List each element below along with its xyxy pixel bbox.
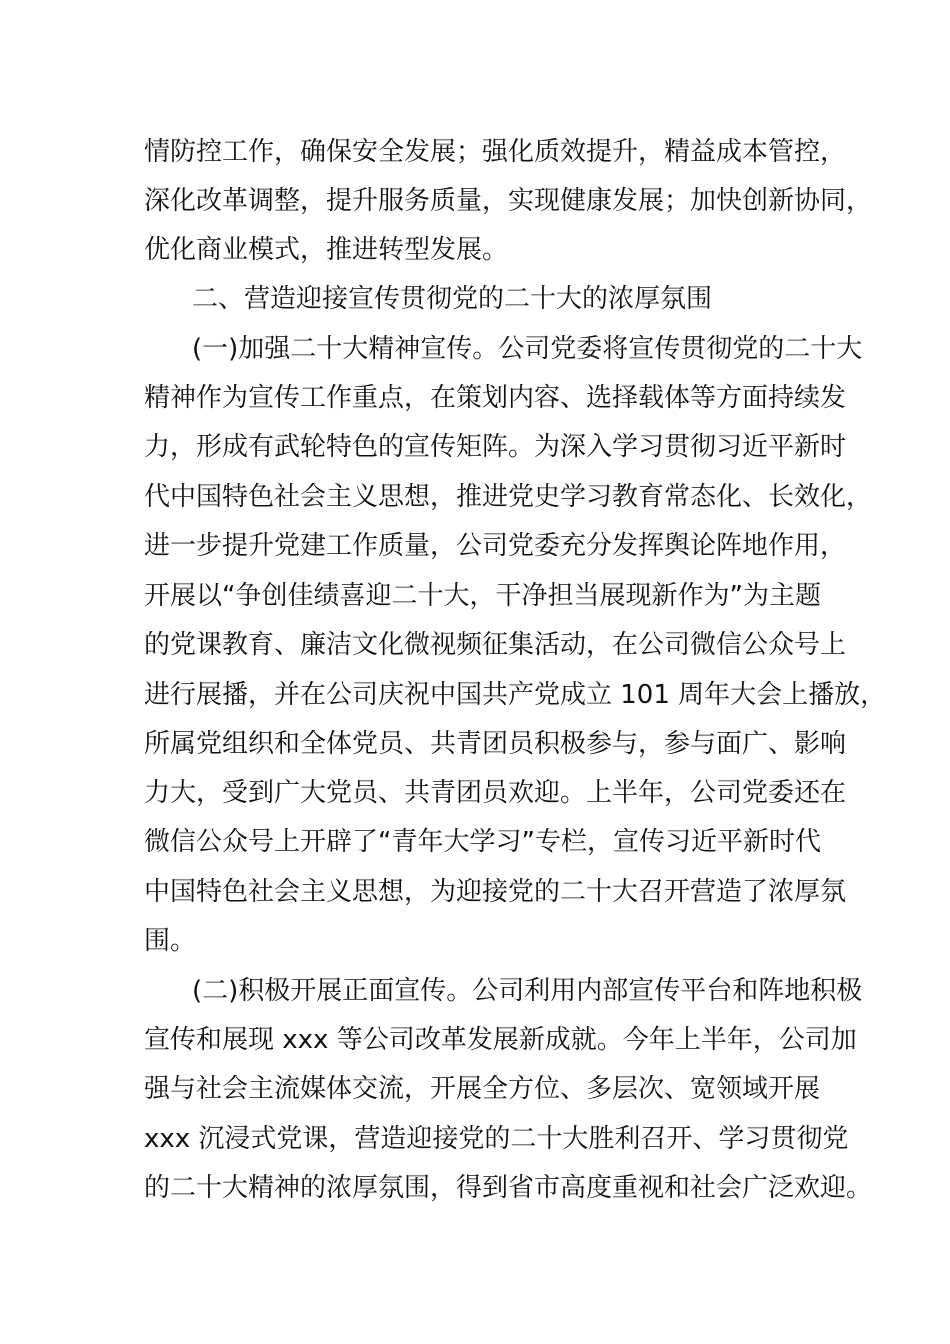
- paragraph-line: 的二十大精神的浓厚氛围，得到省市高度重视和社会广泛欢迎。: [144, 1173, 873, 1203]
- paragraph-line: 情防控工作，确保安全发展；强化质效提升，精益成本管控，: [144, 137, 847, 167]
- paragraph-line: 宣传和展现 xxx 等公司改革发展新成就。今年上半年，公司加: [144, 1025, 857, 1055]
- paragraph-line: (一)加强二十大精神宣传。公司党委将宣传贯彻党的二十大: [192, 334, 863, 364]
- paragraph-line: 进行展播，并在公司庆祝中国共产党成立 101 周年大会上播放，: [144, 680, 887, 710]
- paragraph-line: 围。: [144, 926, 197, 956]
- paragraph-line: 优化商业模式，推进转型发展。: [144, 235, 509, 265]
- paragraph-line: 微信公众号上开辟了“青年大学习”专栏，宣传习近平新时代: [144, 827, 821, 857]
- paragraph-line: xxx 沉浸式党课，营造迎接党的二十大胜利召开、学习贯彻党: [144, 1124, 849, 1154]
- section-heading: 二、营造迎接宣传贯彻党的二十大的浓厚氛围: [192, 284, 713, 314]
- paragraph-line: 的党课教育、廉洁文化微视频征集活动，在公司微信公众号上: [144, 630, 847, 660]
- paragraph-line: 精神作为宣传工作重点，在策划内容、选择载体等方面持续发: [144, 383, 847, 413]
- paragraph-line: 所属党组织和全体党员、共青团员积极参与，参与面广、影响: [144, 729, 847, 759]
- paragraph-line: (二)积极开展正面宣传。公司利用内部宣传平台和阵地积极: [192, 976, 863, 1006]
- paragraph-line: 开展以“争创佳绩喜迎二十大，干净担当展现新作为”为主题: [144, 581, 821, 611]
- paragraph-line: 力大，受到广大党员、共青团员欢迎。上半年，公司党委还在: [144, 778, 847, 808]
- paragraph-line: 强与社会主流媒体交流，开展全方位、多层次、宽领域开展: [144, 1074, 821, 1104]
- paragraph-line: 中国特色社会主义思想，为迎接党的二十大召开营造了浓厚氛: [144, 877, 847, 907]
- paragraph-line: 进一步提升党建工作质量，公司党委充分发挥舆论阵地作用，: [144, 531, 847, 561]
- paragraph-line: 深化改革调整，提升服务质量，实现健康发展；加快创新协同，: [144, 186, 873, 216]
- paragraph-line: 力，形成有武轮特色的宣传矩阵。为深入学习贯彻习近平新时: [144, 432, 847, 462]
- paragraph-line: 代中国特色社会主义思想，推进党史学习教育常态化、长效化，: [144, 482, 873, 512]
